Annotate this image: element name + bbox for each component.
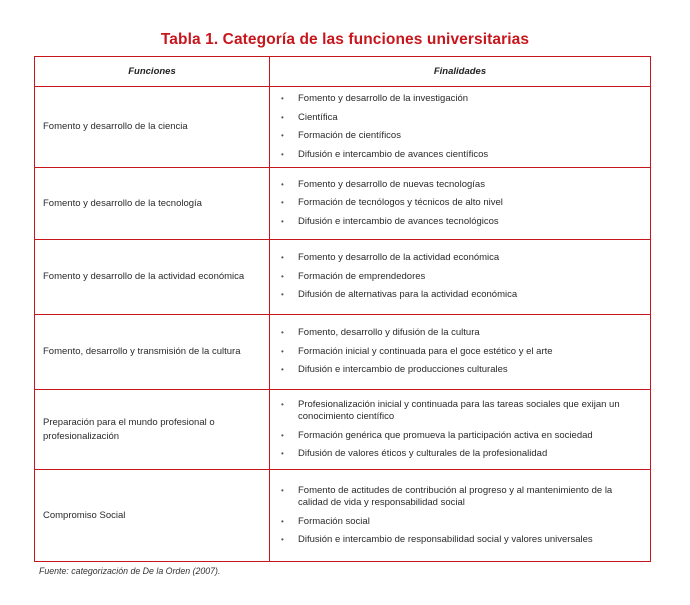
funcion-cell: Fomento y desarrollo de la tecnología: [35, 168, 270, 240]
finalidad-item: • Formación social: [280, 516, 640, 529]
finalidad-item: • Formación de emprendedores: [280, 271, 640, 284]
finalidad-item: • Formación de científicos: [280, 130, 640, 143]
finalidad-item: • Formación genérica que promueva la participación activa en sociedad: [280, 430, 640, 443]
funcion-cell: Compromiso Social: [35, 470, 270, 562]
finalidades-list: [280, 327, 640, 377]
header-funciones: Funciones: [35, 57, 270, 87]
funcion-cell: Fomento y desarrollo de la actividad económica: [35, 240, 270, 315]
finalidad-item: • Fomento y desarrollo de nuevas tecnologías: [280, 179, 640, 192]
finalidades-cell: [270, 390, 651, 470]
funcion-cell: Fomento y desarrollo de la ciencia: [35, 87, 270, 168]
table-row: [35, 390, 651, 470]
finalidad-item: • Difusión e intercambio de responsabilidad social y valores universales: [280, 534, 640, 547]
header-finalidades: Finalidades: [270, 57, 651, 87]
finalidad-item: • Formación de tecnólogos y técnicos de alto nivel: [280, 197, 640, 210]
finalidad-item: • Fomento de actitudes de contribución al progreso y al mantenimiento de la calidad de vida y responsabilidad social: [280, 485, 640, 510]
table-row: [35, 315, 651, 390]
finalidades-list: [280, 252, 640, 302]
finalidad-item: • Difusión de valores éticos y culturales de la profesionalidad: [280, 448, 640, 461]
finalidad-item: • Científica: [280, 112, 640, 125]
table-title: Tabla 1. Categoría de las funciones universitarias: [160, 31, 530, 48]
table-row: [35, 168, 651, 240]
finalidades-cell: [270, 470, 651, 562]
finalidades-list: [280, 485, 640, 547]
table-row: [35, 470, 651, 562]
table-row: [35, 240, 651, 315]
funcion-cell: Fomento, desarrollo y transmisión de la cultura: [35, 315, 270, 390]
finalidad-item: • Formación inicial y continuada para el goce estético y el arte: [280, 346, 640, 359]
finalidades-cell: [270, 315, 651, 390]
finalidad-item: • Fomento y desarrollo de la actividad económica: [280, 252, 640, 265]
finalidades-list: [280, 179, 640, 229]
finalidad-item: • Difusión e intercambio de avances tecnológicos: [280, 216, 640, 229]
table-row: [35, 87, 651, 168]
source-note: Fuente: categorización de De la Orden (2007).: [39, 566, 221, 576]
finalidad-item: • Fomento, desarrollo y difusión de la cultura: [280, 327, 640, 340]
finalidad-item: • Difusión e intercambio de producciones culturales: [280, 364, 640, 377]
finalidades-cell: [270, 168, 651, 240]
finalidad-item: • Fomento y desarrollo de la investigación: [280, 93, 640, 106]
finalidades-list: [280, 399, 640, 461]
funcion-cell: Preparación para el mundo profesional o profesionalización: [35, 390, 270, 470]
finalidades-list: [280, 93, 640, 161]
finalidad-item: • Difusión de alternativas para la actividad económica: [280, 289, 640, 302]
finalidades-cell: [270, 87, 651, 168]
finalidades-cell: [270, 240, 651, 315]
table-header-row: [35, 57, 651, 87]
finalidad-item: • Difusión e intercambio de avances científicos: [280, 149, 640, 162]
finalidad-item: • Profesionalización inicial y continuada para las tareas sociales que exijan un conocimiento científico: [280, 399, 640, 424]
functions-table: [34, 56, 651, 562]
